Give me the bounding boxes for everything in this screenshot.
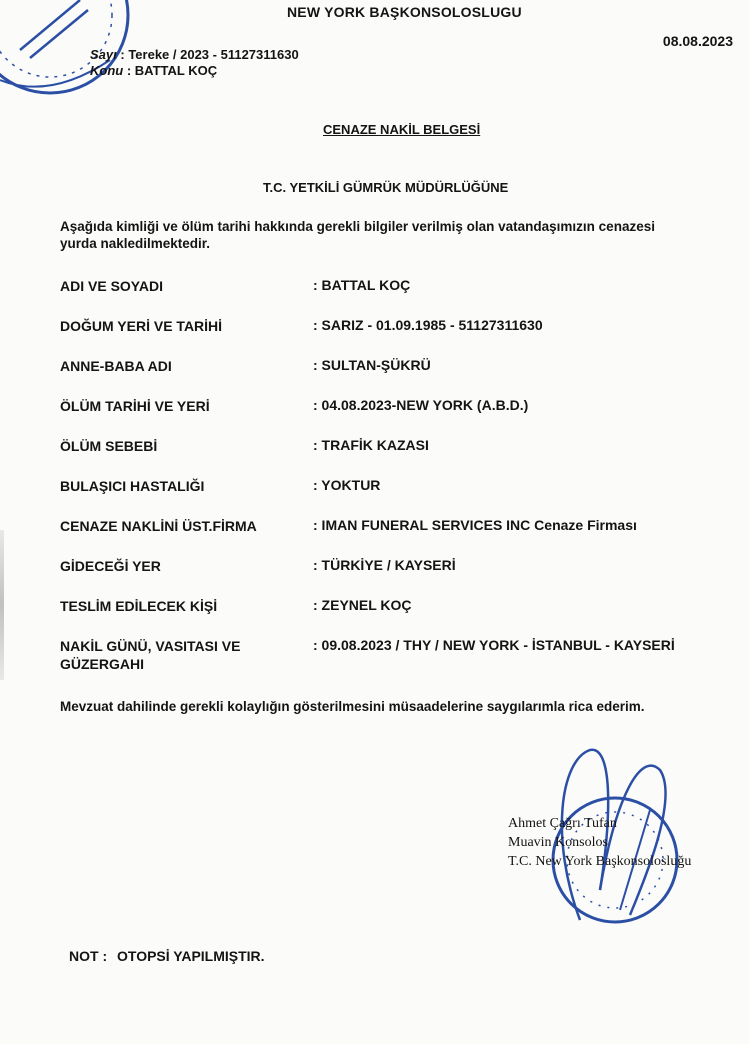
document-date: 08.08.2023 [662,33,733,49]
consulate-header: NEW YORK BAŞKONSOLOSLUGU [287,4,522,20]
field-value: : ZEYNEL KOÇ [313,597,412,613]
intro-paragraph [60,218,749,252]
signature-block [508,814,691,871]
field-key: ANNE-BABA ADI [60,358,172,374]
field-value: : TRAFİK KAZASI [313,437,429,453]
field-value: : TÜRKİYE / KAYSERİ [313,557,456,573]
field-key: ÖLÜM SEBEBİ [60,438,158,454]
field-value: : SARIZ - 01.09.1985 - 51127311630 [313,317,543,333]
konu-line [90,63,299,79]
field-value: : BATTAL KOÇ [313,277,411,293]
field-key: BULAŞICI HASTALIĞI [60,478,205,494]
reference-block [90,47,299,79]
note [69,948,265,964]
signer-office: T.C. New York Başkonsolosluğu [508,854,692,869]
signer-name: Ahmet Çağrı Tufan [508,816,617,831]
note-label: NOT : [69,948,108,964]
field-value: : 04.08.2023-NEW YORK (A.B.D.) [313,397,529,413]
sayi-value: Tereke / 2023 - 51127311630 [128,47,299,62]
field-value: : YOKTUR [313,477,381,493]
konu-value: BATTAL KOÇ [134,63,218,78]
sayi-line [90,47,299,63]
signer-title: Muavin Konsolos [508,835,608,850]
document-title: CENAZE NAKİL BELGESİ [323,122,481,137]
field-key: GİDECEĞİ YER [60,558,161,574]
konu-label: Konu [90,63,124,78]
field-value: : IMAN FUNERAL SERVICES INC Cenaze Firması [313,517,637,533]
konu-separator: : [126,63,135,78]
field-key: CENAZE NAKLİNİ ÜST.FİRMA [60,518,257,534]
field-key: ADI VE SOYADI [60,278,163,294]
sayi-label: Sayı [90,47,117,62]
intro-line-1: Aşağıda kimliği ve ölüm tarihi hakkında gerekli bilgiler verilmiş olan vatandaşımızın cenazesi [60,219,655,234]
field-key: DOĞUM YERİ VE TARİHİ [60,318,223,334]
field-key: ÖLÜM TARİHİ VE YERİ [60,398,210,414]
addressee: T.C. YETKİLİ GÜMRÜK MÜDÜRLÜĞÜNE [263,180,509,195]
sayi-separator: : [120,47,129,62]
field-key: TESLİM EDİLECEK KİŞİ [60,598,218,614]
intro-line-2: yurda nakledilmektedir. [60,236,211,251]
field-value: : 09.08.2023 / THY / NEW YORK - İSTANBUL - KAYSERİ [313,637,675,653]
scan-edge-shadow [0,530,4,680]
field-key: NAKİL GÜNÜ, VASITASI VE GÜZERGAHI [60,638,241,672]
closing-sentence: Mevzuat dahilinde gerekli kolaylığın gösterilmesini müsaadelerine saygılarımla rica ederim. [60,699,645,714]
note-value: OTOPSİ YAPILMIŞTIR. [117,948,265,964]
field-value: : SULTAN-ŞÜKRÜ [313,357,431,373]
